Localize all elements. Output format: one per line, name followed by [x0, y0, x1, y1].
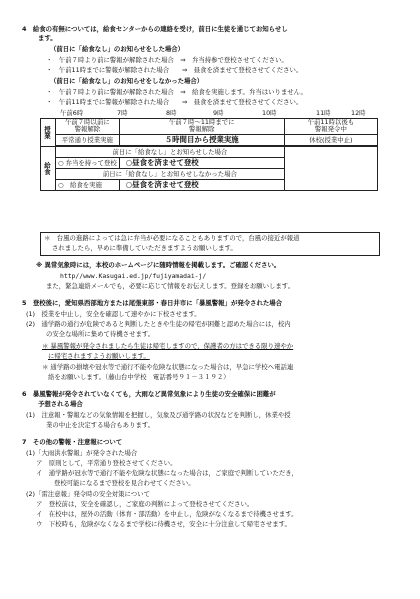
- lunch-case2-heading: 前日に「給食なし」とお知らせしなかった場合: [56, 168, 285, 179]
- section7-title: 7 その他の警報・注意報について: [22, 438, 123, 446]
- row-label-lunch: [41, 146, 56, 190]
- section5-title: 5 登校後に，愛知県西部地方または尾張東部・春日井市に「暴風警報」が発令された場合: [22, 299, 283, 307]
- cell-from-5th-period: ５時間目から授業実施: [119, 134, 284, 145]
- section7-item-b1: ア 登校前は，安全を確認し，ご家庭の判断によって登校させてください。: [36, 500, 254, 508]
- lunch-bento: ○ 弁当を持って登校: [56, 157, 120, 168]
- cell-after-11-a: 午前11時以後も: [307, 118, 355, 126]
- section7-item-a1: ア 原則として，平常通り登校させてください。: [36, 459, 177, 467]
- lunch-case2-after: ○昼食を済ませて登校: [119, 179, 284, 190]
- cell-after-11: [284, 119, 377, 135]
- cell-normal-class: 平常通り授業実施: [56, 134, 120, 145]
- cell-7-to-11-a: 午前７時～11時までに: [168, 118, 235, 126]
- time-label: 8時: [166, 109, 177, 117]
- section7-item-b3: ウ 下校時も，危険がなくなるまで学校に待機させ，安全に十分注意して帰宅させます。: [36, 520, 291, 528]
- section7-heading2: (2)「雷注意報」発令時の安全対策について: [26, 490, 150, 498]
- cell-closed: 休校(授業中止): [284, 134, 377, 145]
- time-label: 9時: [213, 109, 224, 117]
- section4-title-cont: ます。: [38, 34, 57, 42]
- section6-title-cont: 予想される場合: [38, 400, 83, 408]
- typhoon-note-b: されましたら，早めに準備していただきますようお願いします。: [52, 244, 237, 252]
- section7-item-a2-cont: 登校可能になるまで登校を見合わせてください。: [54, 479, 195, 487]
- lunch-empty-cell: [284, 146, 377, 190]
- row-label-class-text: 授業: [43, 125, 51, 139]
- section5-note2: ＊ 通学路の損壊や冠水等で通行不能や危険な状態になった場合は，早急に学校へ電話連: [42, 363, 294, 371]
- section7-item-a2: イ 通学路が冠水等で通行不能や危険な状態になった場合は，ご家庭で判断していただき，: [36, 469, 298, 477]
- lunch-case1-heading: 前日に「給食なし」とお知らせした場合: [56, 146, 285, 157]
- section4-case2-a: ・ 午前７時より前に警報が解除された場合 ⇒ 給食を実施します。弁当はいりません。: [46, 88, 307, 96]
- cell-before-7-a: 午前７時以前に: [65, 118, 110, 126]
- time-label: 7時: [117, 109, 128, 117]
- timetable: [40, 118, 378, 191]
- time-label: 12時: [351, 109, 366, 117]
- mail-notice: また，緊急連絡メールでも，必要に応じて情報をお伝えします。登録をお願いします。: [46, 282, 295, 290]
- section4-case1-b: ・ 午前11時までに警報が解除された場合 ⇒ 昼食を済ませて登校させてください。: [46, 66, 303, 74]
- section4-case2-b: ・ 午前11時までに警報が解除された場合 ⇒ 昼食を済ませて登校させてください。: [46, 98, 303, 106]
- section6-title: 6 暴風警報が発令されていなくても，大雨など異常気象により生徒の安全確保に困難が: [22, 390, 276, 398]
- homepage-url[interactable]: http//www.Kasugai.ed.jp/fujiyamadai-j/: [60, 272, 207, 280]
- time-label: 11時: [316, 109, 331, 117]
- cell-after-11-b: 警報発令中: [314, 125, 347, 134]
- section4-case1-heading: （前日に「給食なし」のお知らせをした場合）: [50, 45, 185, 53]
- section4-case2-heading: （前日に「給食なし」のお知らせをしなかった場合）: [50, 77, 204, 85]
- homepage-notice: ※ 異常気象時には，本校のホームページに随時情報を掲載します。ご確認ください。: [36, 261, 281, 269]
- time-label: 10時: [262, 109, 277, 117]
- section7-heading1: (1)「大雨洪水警報」が発令された場合: [26, 449, 138, 457]
- section5-note1: ＊ 暴風警報が発令されましたら生徒は帰宅しますので，保護者の方はできる限り速やか: [42, 342, 294, 350]
- cell-before-7: [56, 119, 120, 135]
- cell-7-to-11: [119, 119, 284, 135]
- typhoon-note-a: ＊ 台風の進路によっては急に弁当が必要になることもありますので，台風の接近が報道: [44, 234, 300, 242]
- section6-item1: (1) 注意報・警報などの気象情報を把握し，気象及び通学路の状況などを判断し，休業や授: [26, 411, 291, 419]
- lunch-case1-after: ○昼食を済ませて登校: [119, 157, 284, 168]
- section5-note2-cont: 絡をお願いします。（藤山台中学校 電話番号９１－３１９２）: [48, 373, 230, 381]
- section5-item1: (1) 授業を中止し，安全を確認して速やかに下校させます。: [26, 310, 201, 318]
- section4-case1-a: ・ 午前７時より前に警報が解除された場合 ⇒ 弁当持参で登校させてください。: [46, 56, 288, 64]
- lunch-kyushoku: ○ 給食を実施: [56, 179, 120, 190]
- section7-item-b2: イ 在校中は，屋外の活動（体育・部活動）を中止し，危険がなくなるまで待機させます。: [36, 510, 298, 518]
- section6-item1-cont: 業の中止を決定する場合もあります。: [46, 421, 155, 429]
- cell-before-7-b: 警報解除: [74, 125, 101, 134]
- row-label-lunch-text: 給食: [43, 161, 51, 175]
- cell-7-to-11-b: 警報解除: [188, 125, 215, 134]
- time-label: 午前6時: [60, 109, 84, 117]
- section5-note1-cont: に帰宅されますようお願いします。: [48, 352, 150, 360]
- section5-item2: (2) 通学路の通行が危険であると判断したときや生徒の帰宅が困難と認めた場合には，校内: [26, 320, 291, 328]
- section4-title: 4 給食の有無については，給食センターからの連絡を受け，前日に生徒を通じてお知らせし: [22, 25, 288, 33]
- row-label-class: [41, 119, 56, 147]
- section5-item2-cont: の安全な場所に集めて待機させます。: [46, 330, 155, 338]
